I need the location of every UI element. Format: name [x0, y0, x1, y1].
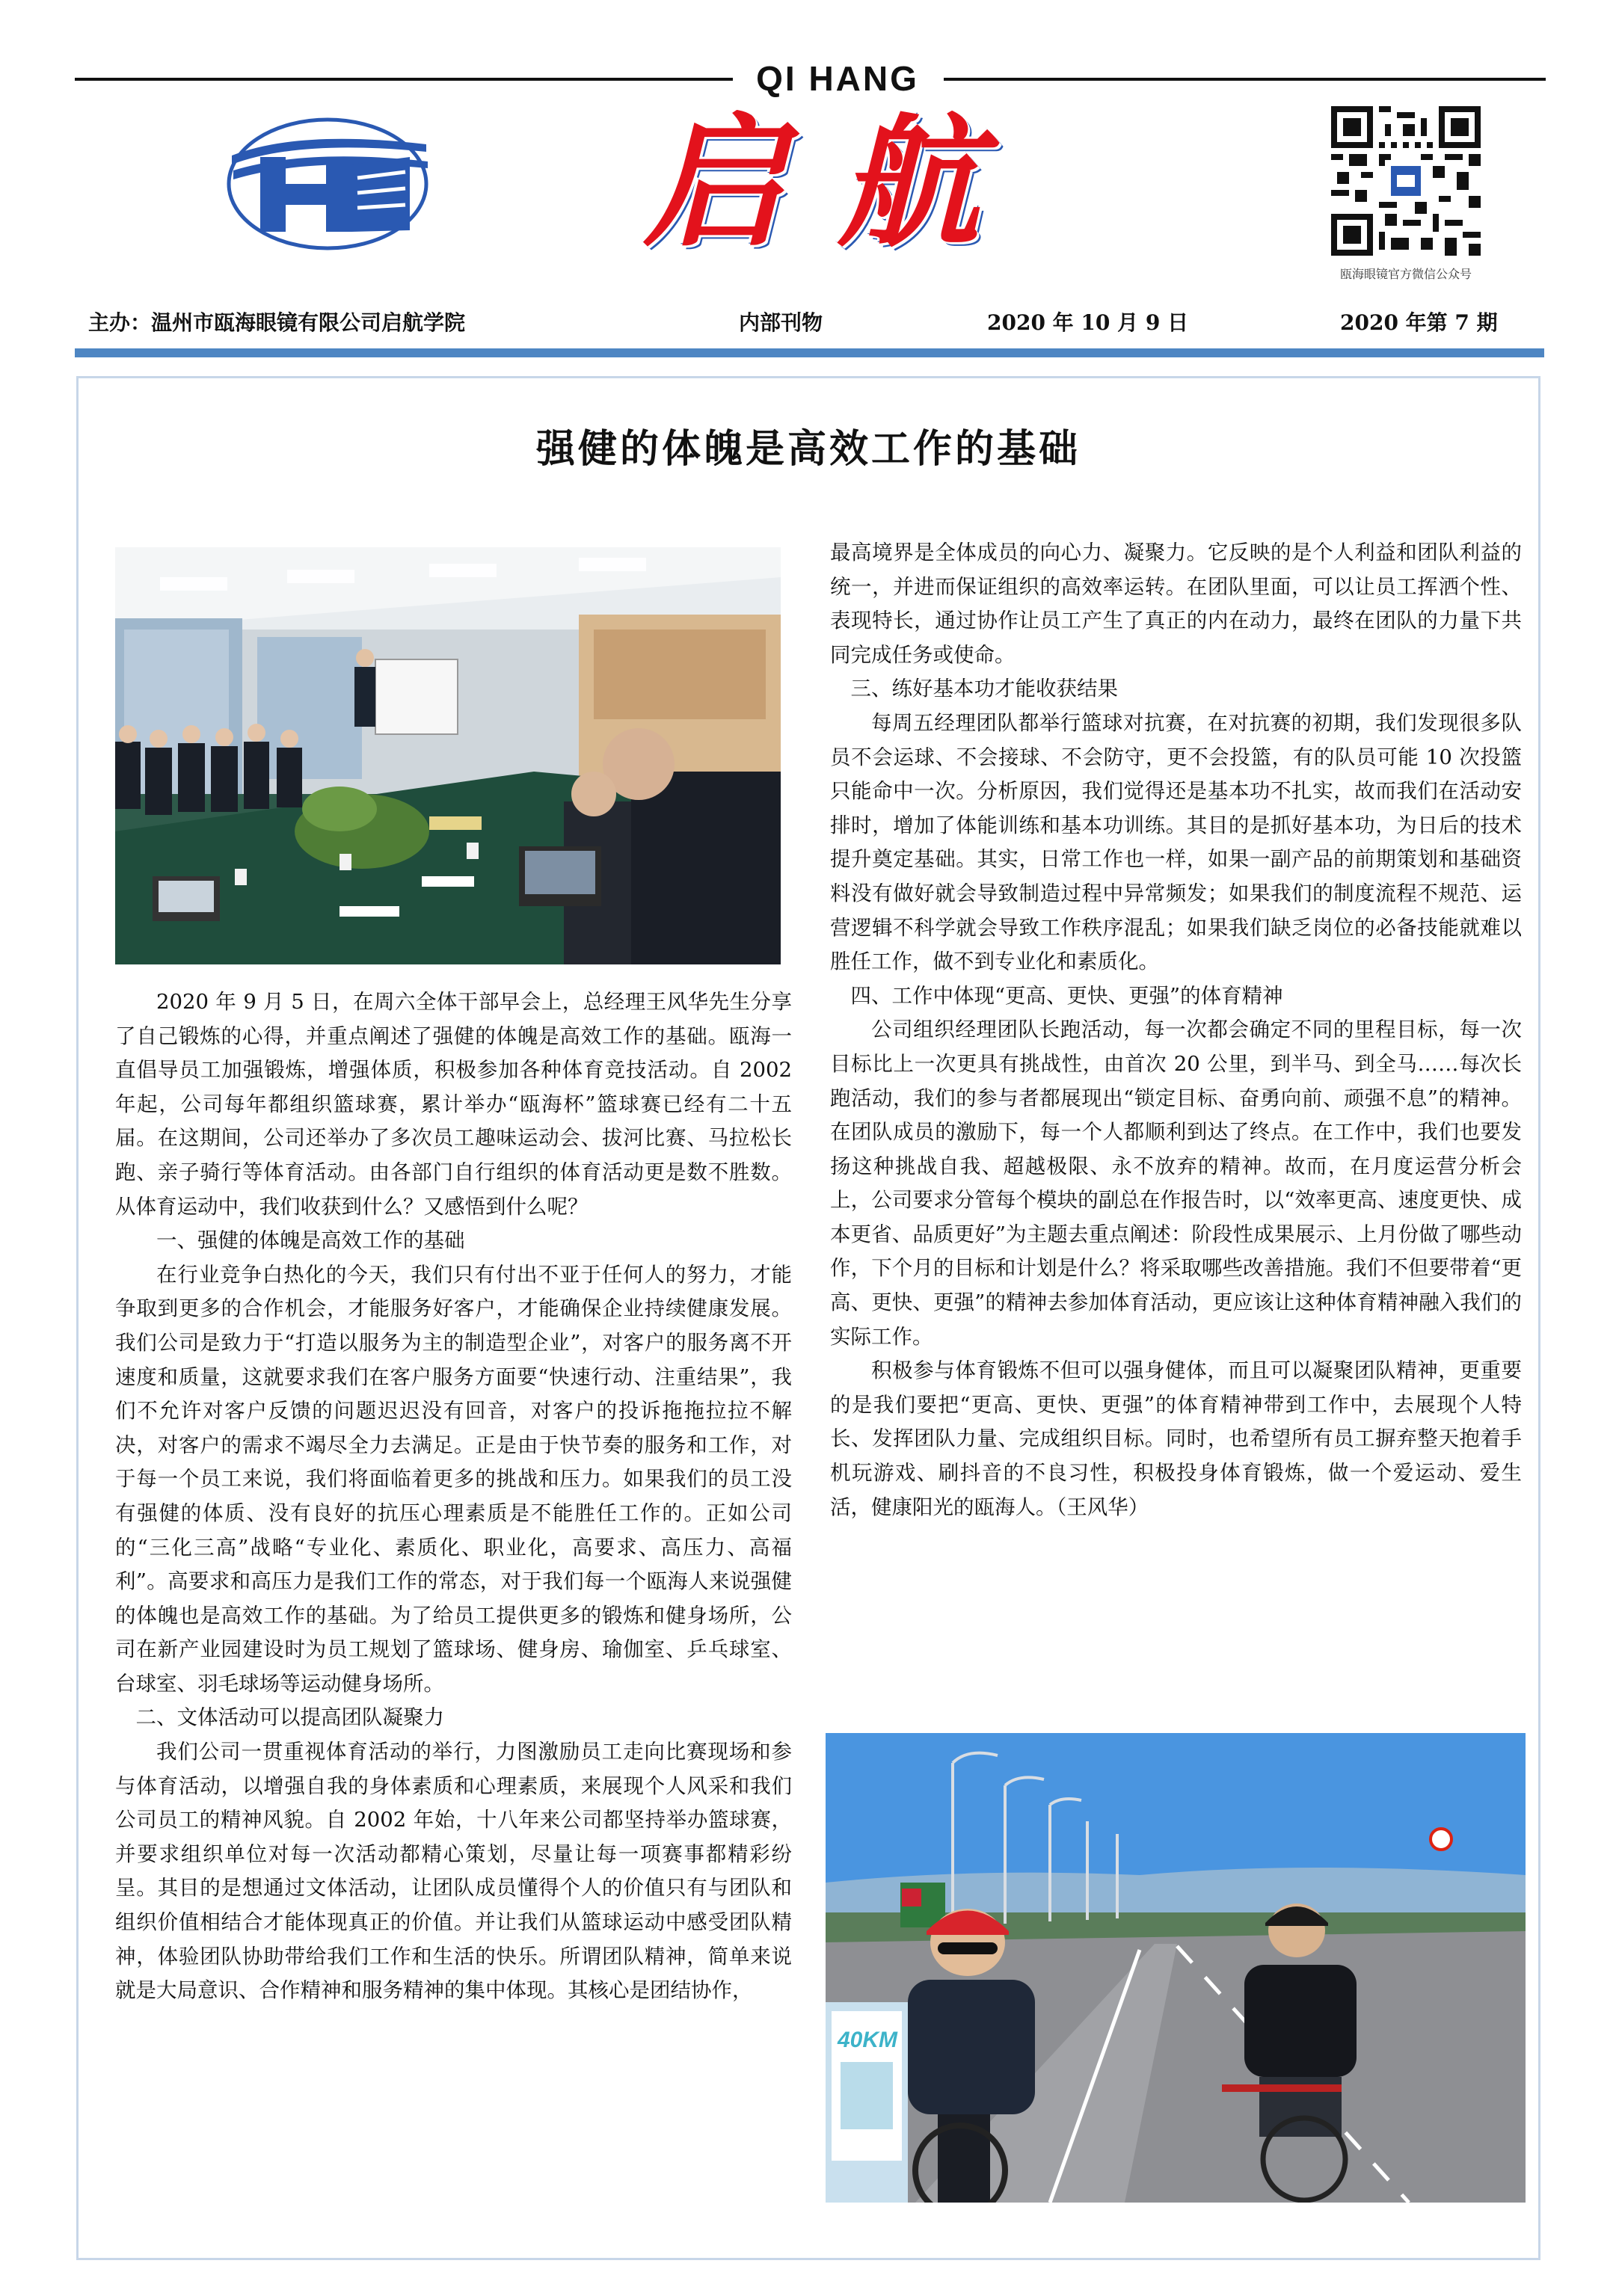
internal-label: 内部刊物 — [739, 310, 823, 335]
cycling-photo — [826, 1733, 1526, 2203]
article-paragraph: 一、强健的体魄是高效工作的基础 — [156, 1228, 465, 1253]
meeting-photo — [115, 547, 781, 964]
article-paragraph: 我们公司一贯重视体育活动的举行，力图激励员工走向比赛现场和参与体育活动，以增强自我的身体素质和心理素质，来展现个人风采和我们公司员工的精神风貌。自 2002 年始，十八年来公司都坚持举办篮球赛，并要求组织单位对每一次活动都精心策划，尽量让每一项赛事都精彩纷呈。其目的是想通过文体活动，让团队成员懂得个人的价值只有与团队和组织价值相结合才能体现真正的价值。并让我们从篮球运动中感受团队精神，体验团队协助带给我们工作和生活的快乐。所谓团队精神，简单来说就是大局意识、合作精神和服务精神的集中体现。其核心是团结协作， — [115, 1740, 792, 2003]
qr-code[interactable] — [1331, 106, 1481, 256]
article-right-column — [830, 536, 1522, 1524]
publication-title: 启航 — [642, 99, 1032, 266]
sign-text: 40KM — [838, 2028, 898, 2052]
article-paragraph: 最高境界是全体成员的向心力、凝聚力。它反映的是个人利益和团队利益的统一，并进而保证组织的高效率运转。在团队里面，可以让员工挥洒个性、表现特长，通过协作让员工产生了真正的内在动力，最终在团队的力量下共同完成任务或使命。 — [830, 541, 1522, 667]
article-paragraph: 每周五经理团队都举行篮球对抗赛，在对抗赛的初期，我们发现很多队员不会运球、不会接球、不会防守，更不会投篮，有的队员可能 10 次投篮只能命中一次。分析原因，我们觉得还是基本功不扎实，故而我们在活动安排时，增加了体能训练和基本功训练。其目的是抓好基本功，为日后的技术提升奠定基础。其实，日常工作也一样，如果一副产品的前期策划和基础资料没有做好就会导致制造过程中异常频发；如果我们的制度流程不规范、运营逻辑不科学就会导致工作秩序混乱；如果我们缺乏岗位的必备技能就难以胜任工作，做不到专业化和素质化。 — [830, 710, 1522, 974]
article-paragraph: 在行业竞争白热化的今天，我们只有付出不亚于任何人的努力，才能争取到更多的合作机会，才能服务好客户，才能确保企业持续健康发展。我们公司是致力于“打造以服务为主的制造型企业”，对客户的服务离不开速度和质量，这就要求我们在客户服务方面要“快速行动、注重结果”，我们不允许对客户反馈的问题迟迟没有回音，对客户的投诉拖拖拉拉不解决，对客户的需求不竭尽全力去满足。正是由于快节奏的服务和工作，对于每一个员工来说，我们将面临着更多的挑战和压力。如果我们的员工没有强健的体质、没有良好的抗压心理素质是不能胜任工作的。正如公司的“三化三高”战略“专业化、素质化、职业化，高要求、高压力、高福利”。高要求和高压力是我们工作的常态，对于我们每一个瓯海人来说强健的体魄也是高效工作的基础。为了给员工提供更多的锻炼和健身场所，公司在新产业园建设时为员工规划了篮球场、健身房、瑜伽室、乒乓球室、台球室、羽毛球场等运动健身场所。 — [115, 1262, 792, 1696]
article-left-column — [115, 985, 792, 2008]
article-headline: 强健的体魄是高效工作的基础 — [535, 426, 1081, 472]
article-paragraph: 三、练好基本功才能收获结果 — [850, 677, 1118, 701]
issue-number: 2020 年第 7 期 — [1340, 310, 1498, 335]
article-paragraph: 公司组织经理团队长跑活动，每一次都会确定不同的里程目标，每一次目标比上一次更具有挑战性，由首次 20 公里，到半马、到全马……每次长跑活动，我们的参与者都展现出“锁定目标、奋勇向前、顽强不息”的精神。在团队成员的激励下，每一个人都顺利到达了终点。在工作中，我们也要发扬这种挑战自我、超越极限、永不放弃的精神。故而，在月度运营分析会上，公司要求分管每个模块的副总在作报告时，以“效率更高、速度更快、成本更省、品质更好”为主题去重点阐述：阶段性成果展示、上月份做了哪些动作，下个月的目标和计划是什么？将采取哪些改善措施。我们不但要带着“更高、更快、更强”的精神去参加体育活动，更应该让这种体育精神融入我们的实际工作。 — [830, 1018, 1522, 1349]
article-paragraph: 二、文体活动可以提高团队凝聚力 — [135, 1705, 444, 1730]
company-logo — [217, 111, 441, 253]
masthead-rule-right — [944, 78, 1546, 81]
masthead-rule-left — [75, 78, 733, 81]
article-paragraph: 积极参与体育锻炼不但可以强身健体，而且可以凝聚团队精神，更重要的是我们要把“更高、更快、更强”的体育精神带到工作中，去展现个人特长、发挥团队力量、完成组织目标。同时，也希望所有员工摒弃整天抱着手机玩游戏、刷抖音的不良习性，积极投身体育锻炼，做一个爱运动、爱生活，健康阳光的瓯海人。（王风华） — [830, 1358, 1522, 1519]
article-paragraph: 四、工作中体现“更高、更快、更强”的体育精神 — [850, 983, 1283, 1008]
masthead-label: QI HANG — [756, 59, 919, 98]
article-paragraph: 2020 年 9 月 5 日，在周六全体干部早会上，总经理王风华先生分享了自己锻炼的心得，并重点阐述了强健的体魄是高效工作的基础。瓯海一直倡导员工加强锻炼，增强体质，积极参加各种体育竞技活动。自 2002 年起，公司每年都组织篮球赛，累计举办“瓯海杯”篮球赛已经有二十五届。在这期间，公司还举办了多次员工趣味运动会、拔河比赛、马拉松长跑、亲子骑行等体育活动。由各部门自行组织的体育活动更是数不胜数。从体育运动中，我们收获到什么？又感悟到什么呢？ — [115, 990, 792, 1219]
qr-caption: 瓯海眼镜官方微信公众号 — [1339, 268, 1472, 281]
issue-date: 2020 年 10 月 9 日 — [987, 310, 1189, 335]
masthead-divider — [75, 348, 1544, 357]
sponsor-line: 主办：温州市瓯海眼镜有限公司启航学院 — [88, 310, 466, 335]
